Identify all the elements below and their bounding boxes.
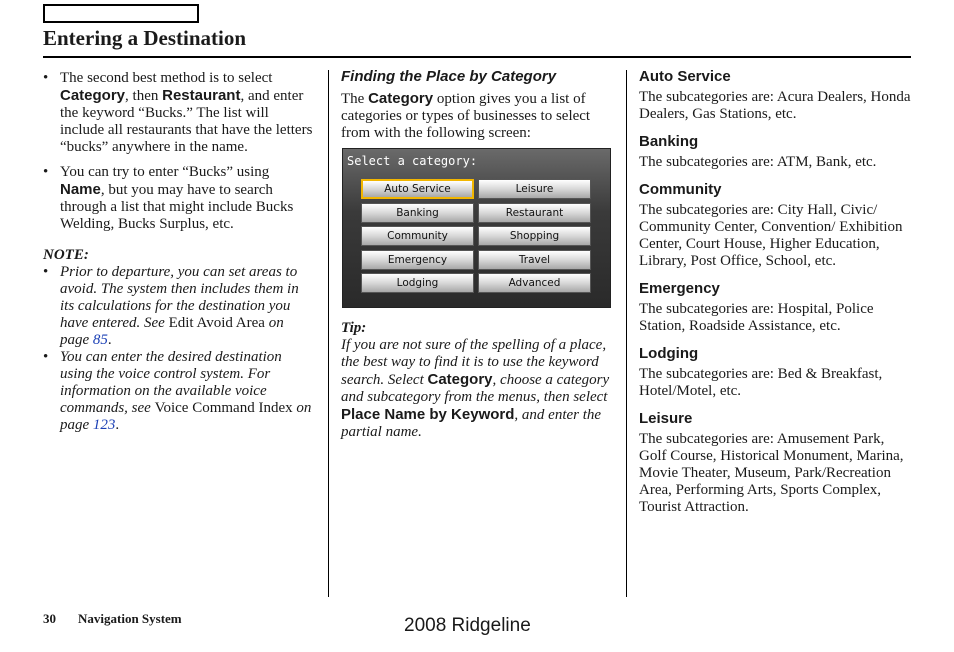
bullet-list xyxy=(43,70,315,233)
text-run: on page xyxy=(60,400,312,433)
text-run: Edit Avoid Area xyxy=(168,315,265,331)
category-button-banking[interactable]: Banking xyxy=(361,203,474,223)
category-heading: Lodging xyxy=(639,345,699,362)
category-heading: Leisure xyxy=(639,410,693,427)
text-run: Prior to departure, you can set areas to avoid. The system then includes them in its calculations for the destination you have entered. See xyxy=(60,264,299,331)
text-run: Place Name by Keyword xyxy=(341,406,515,423)
text-run: Name xyxy=(60,181,101,198)
tip-block xyxy=(341,320,613,441)
category-screen xyxy=(342,148,611,308)
category-button-shopping[interactable]: Shopping xyxy=(478,226,591,246)
tip-text xyxy=(341,337,613,441)
category-button-emergency[interactable]: Emergency xyxy=(361,250,474,270)
column-divider-1 xyxy=(328,70,329,597)
text-run: . xyxy=(107,332,112,348)
column-right xyxy=(639,68,911,516)
note-item xyxy=(43,349,315,434)
text-run: , and enter the partial name. xyxy=(341,407,602,440)
text-run: Category xyxy=(368,90,434,107)
tip-label: Tip: xyxy=(341,320,367,336)
page-link[interactable]: 123 xyxy=(92,417,116,433)
category-heading: Community xyxy=(639,181,722,198)
text-run: , and enter the keyword “Bucks.” The list will include all restaurants that have the letters “bucks” anywhere in the name. xyxy=(60,88,313,155)
category-description: The subcategories are: ATM, Bank, etc. xyxy=(639,154,877,170)
note-label: NOTE: xyxy=(43,247,89,263)
category-button-restaurant[interactable]: Restaurant xyxy=(478,203,591,223)
bullet-item xyxy=(43,70,315,156)
section-heading: Finding the Place by Category xyxy=(341,68,557,85)
text-run: Category xyxy=(60,87,126,104)
text-run: on page xyxy=(60,315,284,348)
column-middle xyxy=(341,68,613,142)
footer-section: Navigation System xyxy=(78,611,182,626)
category-description: The subcategories are: Amusement Park, Golf Course, Historical Monument, Marina, Movie Theater, Museum, Park/Recreation Area, Performing Arts, Sports Complex, Tourist Attraction. xyxy=(639,431,904,515)
text-run: The xyxy=(341,91,369,107)
category-button-lodging[interactable]: Lodging xyxy=(361,273,474,293)
page-number: 30 xyxy=(43,611,56,626)
category-description: The subcategories are: Bed & Breakfast, Hotel/Motel, etc. xyxy=(639,366,883,399)
category-description: The subcategories are: Hospital, Police Station, Roadside Assistance, etc. xyxy=(639,301,874,334)
intro-paragraph xyxy=(341,90,613,142)
page-title: Entering a Destination xyxy=(43,26,247,50)
column-left xyxy=(43,70,315,434)
header-tab-box xyxy=(43,4,199,23)
text-run: If you are not sure of the spelling of a place, the best way to find it is to use the keyword search. Select xyxy=(341,337,607,388)
text-run: Voice Command Index xyxy=(154,400,293,416)
text-run: . xyxy=(115,417,120,433)
category-button-leisure[interactable]: Leisure xyxy=(478,179,591,199)
category-description: The subcategories are: Acura Dealers, Honda Dealers, Gas Stations, etc. xyxy=(639,89,911,122)
bullet-item xyxy=(43,164,315,233)
column-divider-2 xyxy=(626,70,627,597)
footer-model: 2008 Ridgeline xyxy=(404,615,531,636)
category-button-auto-service[interactable]: Auto Service xyxy=(361,179,474,199)
category-heading: Emergency xyxy=(639,280,720,297)
text-run: You can enter the desired destination using the voice control system. For information on the available voice commands, see xyxy=(60,349,282,416)
text-run: , choose a category and subcategory from the menus, then select xyxy=(341,372,610,405)
note-list xyxy=(43,264,315,434)
text-run: Category xyxy=(427,371,493,388)
category-button-travel[interactable]: Travel xyxy=(478,250,591,270)
category-heading: Banking xyxy=(639,133,699,150)
category-button-community[interactable]: Community xyxy=(361,226,474,246)
text-run: , then xyxy=(125,88,163,104)
category-description: The subcategories are: City Hall, Civic/ Community Center, Convention/ Exhibition Center, Court House, Higher Education, Library, Post Office, School, etc. xyxy=(639,202,903,269)
screen-title: Select a category: xyxy=(347,154,478,168)
category-button-advanced[interactable]: Advanced xyxy=(478,273,591,293)
note-item xyxy=(43,264,315,349)
title-divider xyxy=(43,56,911,58)
text-run: The second best method is to select xyxy=(60,70,273,86)
text-run: Restaurant xyxy=(162,87,241,104)
category-heading: Auto Service xyxy=(639,68,731,85)
page-link[interactable]: 85 xyxy=(92,332,108,348)
text-run: option gives you a list of categories or types of businesses to select from with the following screen: xyxy=(341,91,591,141)
text-run: You can try to enter “Bucks” using xyxy=(60,164,270,180)
text-run: , but you may have to search through a list that might include Bucks Welding, Bucks Surplus, etc. xyxy=(60,182,294,232)
